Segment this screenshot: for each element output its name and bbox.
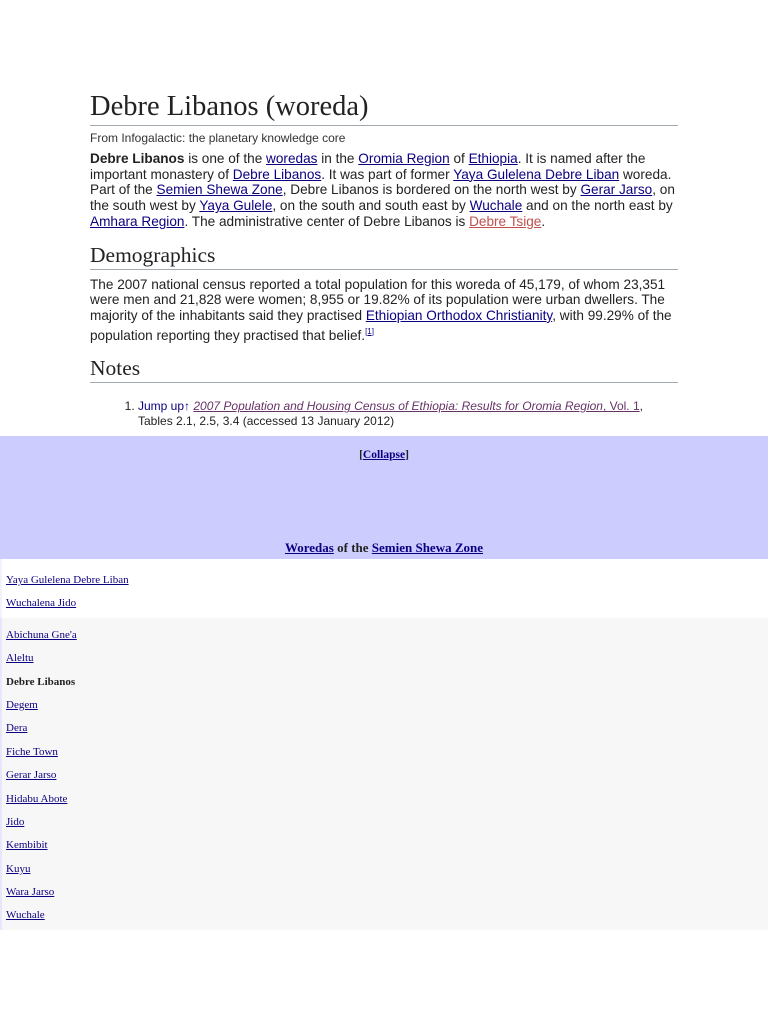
link-debre-tsige[interactable]: Debre Tsige	[469, 213, 542, 229]
collapse-button[interactable]: Collapse	[362, 449, 406, 461]
navbox-item-fiche-town[interactable]: Fiche Town	[6, 745, 58, 758]
link-yaya-gulelena-debre-liban[interactable]: Yaya Gulelena Debre Liban	[453, 166, 620, 182]
navbox-item-kuyu[interactable]: Kuyu	[6, 862, 31, 875]
navbox-header	[0, 436, 768, 559]
navbox-title: Woredas of the Semien Shewa Zone	[284, 540, 484, 555]
link-wuchale[interactable]: Wuchale	[469, 198, 523, 214]
link-gerar-jarso[interactable]: Gerar Jarso	[580, 182, 653, 198]
navbox-link-semien-shewa-zone[interactable]: Semien Shewa Zone	[371, 540, 484, 555]
navbox	[0, 436, 768, 930]
navbox-item-abichuna-gne-a[interactable]: Abichuna Gne'a	[6, 628, 77, 641]
site-tagline: From Infogalactic: the planetary knowledge core	[90, 131, 346, 145]
article-subject: Debre Libanos	[90, 151, 185, 166]
intro-paragraph: Debre Libanos is one of the woredas in the Oromia Region of Ethiopia. It is named after the important monastery of Debre Libanos. It was part of former Yaya Gulelena Debre Liban woreda. Part of the Semien Shewa Zone, Debre Libanos is bordered on the north west by Gerar Jarso, on the south west by Yaya Gulele, on the south and south east by Wuchale and on the north east by Amhara Region. The administrative center of Debre Libanos is Debre Tsige.	[90, 151, 675, 229]
notes-heading: Notes	[90, 355, 678, 383]
link-debre-libanos-monastery[interactable]: Debre Libanos	[232, 166, 322, 182]
link-oromia-region[interactable]: Oromia Region	[358, 151, 450, 166]
note-item: 1. Jump up↑ 2007 Population and Housing Census of Ethiopia: Results for Oromia Region, Vol. 1, Tables 2.1, 2.5, 3.4 (accessed 13 January 2012)	[138, 399, 678, 429]
link-ethiopia[interactable]: Ethiopia	[468, 151, 518, 166]
navbox-item-wuchalena-jido[interactable]: Wuchalena Jido	[6, 597, 77, 610]
link-semien-shewa-zone[interactable]: Semien Shewa Zone	[156, 182, 283, 198]
navbox-item-debre-libanos: Debre Libanos	[6, 675, 76, 688]
link-yaya-gulele[interactable]: Yaya Gulele	[199, 198, 273, 214]
link-amhara-region[interactable]: Amhara Region	[90, 213, 185, 229]
jump-up-link[interactable]: Jump up↑	[138, 399, 191, 414]
navbox-item-wara-jarso[interactable]: Wara Jarso	[6, 886, 55, 899]
citation-link[interactable]: 2007 Population and Housing Census of Ethiopia: Results for Oromia Region, Vol. 1	[193, 399, 640, 414]
demographics-paragraph: The 2007 national census reported a total population for this woreda of 45,179, of whom 23,351 were men and 21,828 were women; 8,955 or 19.82% of its population were urban dwellers. The majority of the inhabitants said they practised Ethiopian Orthodox Christianity, with 99.29% of the population reporting they practised that belief.[1]	[90, 276, 672, 343]
navbox-item-aleltu[interactable]: Aleltu	[6, 652, 34, 665]
navbox-item-wuchale[interactable]: Wuchale	[6, 909, 45, 922]
navbox-item-degem[interactable]: Degem	[6, 698, 38, 711]
link-woredas[interactable]: woredas	[266, 151, 318, 166]
navbox-item-gerar-jarso[interactable]: Gerar Jarso	[6, 769, 57, 782]
navbox-item-dera[interactable]: Dera	[6, 722, 28, 735]
navbox-group-current	[0, 618, 768, 930]
navbox-item-yaya-gulelena-debre-liban[interactable]: Yaya Gulelena Debre Liban	[6, 574, 129, 586]
link-ethiopian-orthodox-christianity[interactable]: Ethiopian Orthodox Christianity	[365, 307, 553, 323]
notes-list	[90, 399, 678, 429]
page-title: Debre Libanos (woreda)	[90, 90, 678, 126]
demographics-heading: Demographics	[90, 242, 678, 270]
reference-link[interactable]: [1]	[365, 326, 374, 336]
article-content	[90, 90, 678, 429]
navbox-item-kembibit[interactable]: Kembibit	[6, 839, 48, 852]
navbox-group-former	[0, 559, 768, 618]
navbox-item-jido[interactable]: Jido	[6, 815, 25, 828]
navbox-link-woredas[interactable]: Woredas	[284, 540, 334, 555]
collapse-toggle: [Collapse]	[359, 449, 409, 461]
navbox-item-hidabu-abote[interactable]: Hidabu Abote	[6, 792, 68, 805]
